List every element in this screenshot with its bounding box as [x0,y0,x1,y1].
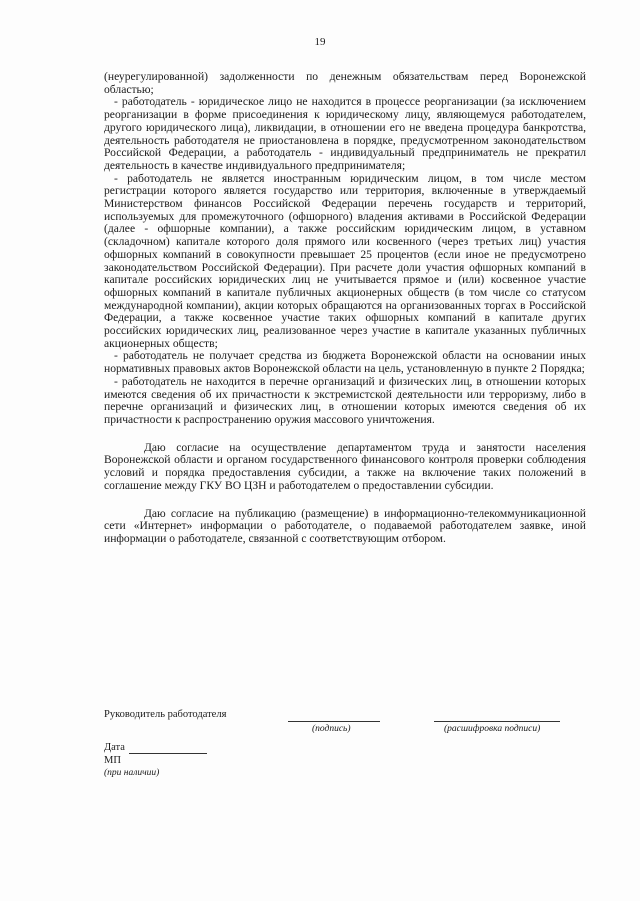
date-stamp-block [104,741,207,780]
signature-decryption-caption: (расшифровка подписи) [444,724,541,734]
stamp-label: МП [104,755,121,766]
paragraph-reorganization: - работодатель - юридическое лицо не находится в процессе реорганизации (за исключением реорганизации в форме присоединения к юридическому лицу, являющемуся работодателем, другого юридического лица), ликвидации, в отношении его не введена процедура банкротства, деятельность работодателя не приостановлена в порядке, предусмотренном законодательством Российской Федерации, а работодатель - индивидуальный предприниматель не прекратил деятельность в качестве индивидуального предпринимателя; [104,95,586,172]
date-label: Дата [104,742,125,753]
signature-label: Руководитель работодателя [104,709,227,720]
paragraph-budget-funds: - работодатель не получает средства из бюджета Воронежской области на основании иных нормативных правовых актов Воронежской области на цель, установленную в пункте 2 Порядка; [104,349,586,376]
signature-decryption-line [434,711,560,722]
paragraph-consent-publication: Даю согласие на публикацию (размещение) в информационно-телекоммуникационной сети «Интернет» информации о работодателе, о подаваемой работодателем заявке, иной информации о работодателе, связанной с соответствующим отбором. [104,506,586,545]
document-body [104,71,586,546]
date-line [129,743,207,754]
paragraph-consent-inspection: Даю согласие на осуществление департаментом труда и занятости населения Воронежской области и органом государственного финансового контроля проверки соблюдения условий и порядка предоставления субсидии, а также на включение таких положений в соглашение между ГКУ ВО ЦЗН и работодателем о предоставлении субсидии. [104,440,586,492]
stamp-note: (при наличии) [104,768,160,778]
paragraph-extremism-list: - работодатель не находится в перечне организаций и физических лиц, в отношении которых имеются сведения об их причастности к экстремистской деятельности или терроризму, либо в перечне организаций и физических лиц, в отношении которых имеются сведения об их причастности к распространению оружия массового уничтожения. [104,374,586,426]
paragraph-debt-continuation: (неурегулированной) задолженности по денежным обязательствам перед Воронежской областью; [104,70,586,96]
page-number: 19 [314,36,326,48]
signature-line [288,711,380,722]
signature-caption: (подпись) [312,724,351,734]
date-row [104,741,207,754]
paragraph-offshore: - работодатель не является иностранным юридическим лицом, в том числе местом регистрации которого является государство или территория, включенные в утверждаемый Министерством финансов Российской Федерации перечень государств и территорий, используемых для промежуточного (офшорного) владения активами в Российской Федерации (далее - офшорные компании), а также российским юридическим лицом, в уставном (складочном) капитале которого доля прямого или косвенного (через третьих лиц) участия офшорных компаний в совокупности превышает 25 процентов (если иное не предусмотрено законодательством Российской Федерации). При расчете доли участия офшорных компаний в капитале российских юридических лиц не учитывается прямое и (или) косвенное участие офшорных компаний в капитале публичных акционерных обществ (в том числе со статусом международной компании), акции которых обращаются на организованных торгах в Российской Федерации, а также косвенное участие таких офшорных компаний в капитале других российских юридических лиц, реализованное через участие в капитале указанных публичных акционерных обществ; [104,171,586,350]
